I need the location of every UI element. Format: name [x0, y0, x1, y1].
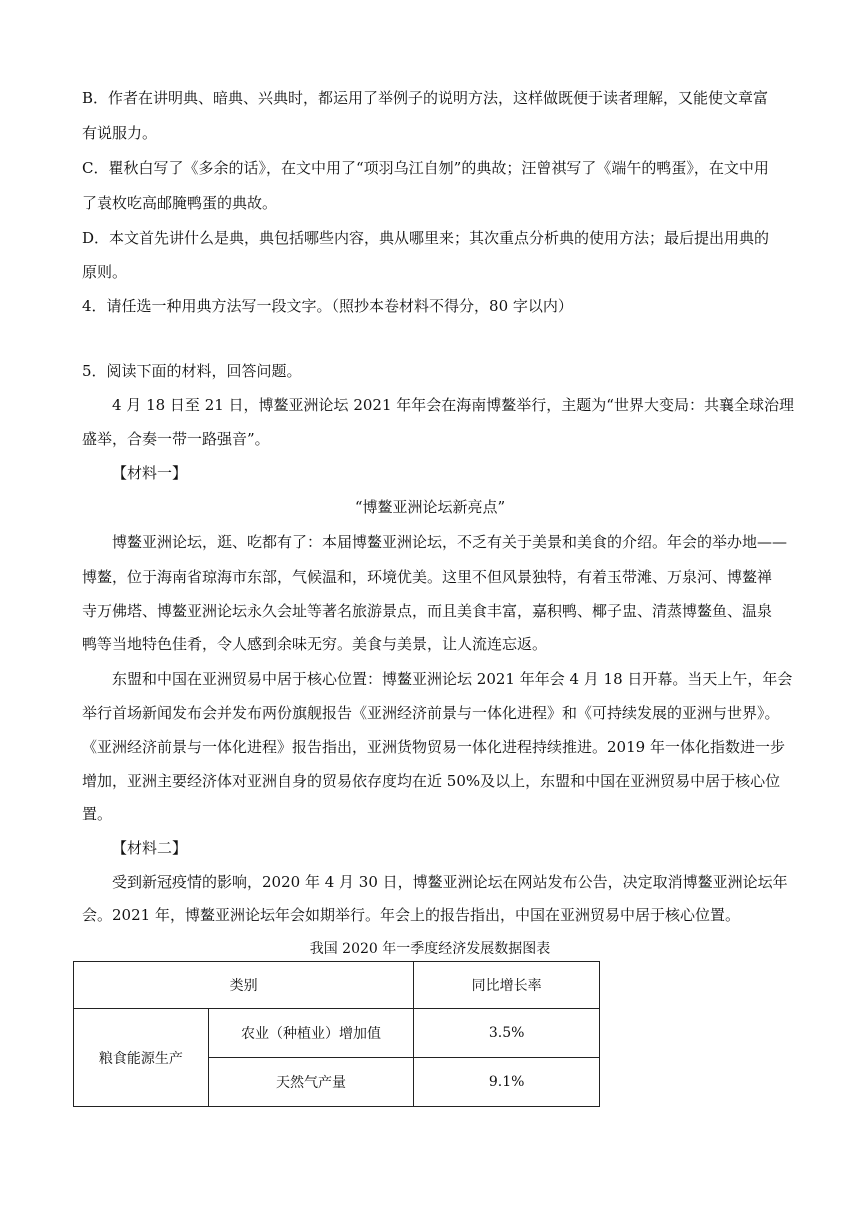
- group-label: 粮食能源生产: [74, 1009, 209, 1107]
- intro-line-2: 盛举，合奏一带一路强音”。: [82, 430, 270, 448]
- row-rate: 9.1%: [414, 1058, 600, 1107]
- header-rate: 同比增长率: [414, 962, 600, 1009]
- m1-p2-line-5: 置。: [82, 805, 113, 823]
- m1-p1-line-1: 博鳌亚洲论坛，逛、吃都有了：本届博鳌亚洲论坛，不乏有关于美景和美食的介绍。年会的举办地——: [112, 533, 788, 551]
- m1-p2-line-1: 东盟和中国在亚洲贸易中居于核心位置：博鳌亚洲论坛 2021 年年会 4 月 18 日开幕。当天上午，年会: [112, 670, 793, 688]
- table-header-row: [74, 962, 600, 1009]
- economic-data-table: [73, 961, 600, 1107]
- m1-p2-line-4: 增加，亚洲主要经济体对亚洲自身的贸易依存度均在近 50%及以上，东盟和中国在亚洲贸易中居于核心位: [82, 772, 781, 790]
- m1-p1-line-4: 鸭等当地特色佳肴，令人感到余味无穷。美食与美景，让人流连忘返。: [82, 635, 548, 653]
- question-4: 4．请任选一种用典方法写一段文字。（照抄本卷材料不得分，80 字以内）: [82, 297, 573, 315]
- option-c-line-2: 了袁枚吃高邮腌鸭蛋的典故。: [82, 194, 278, 212]
- m2-line-1: 受到新冠疫情的影响，2020 年 4 月 30 日，博鳌亚洲论坛在网站发布公告，决定取消博鳌亚洲论坛年: [112, 873, 788, 891]
- option-c-line-1: C．瞿秋白写了《多余的话》，在文中用了“项羽乌江自刎”的典故；汪曾祺写了《端午的鸭蛋》，在文中用: [82, 159, 769, 177]
- option-d-line-2: 原则。: [82, 263, 128, 281]
- m2-line-2: 会。2021 年，博鳌亚洲论坛年会如期举行。年会上的报告指出，中国在亚洲贸易中居于核心位置。: [82, 906, 740, 924]
- option-b-line-1: B．作者在讲明典、暗典、兴典时，都运用了举例子的说明方法，这样做既便于读者理解，又能使文章富: [82, 89, 769, 107]
- m1-p2-line-2: 举行首场新闻发布会并发布两份旗舰报告《亚洲经济前景与一体化进程》和《可持续发展的亚洲与世界》。: [82, 704, 780, 722]
- material-one-title: “博鳌亚洲论坛新亮点”: [354, 498, 506, 516]
- option-b-line-2: 有说服力。: [82, 124, 158, 142]
- material-one-label: 【材料一】: [112, 464, 188, 482]
- row-item: 农业（种植业）增加值: [208, 1009, 414, 1058]
- m1-p2-line-3: 《亚洲经济前景与一体化进程》报告指出，亚洲货物贸易一体化进程持续推进。2019 年一体化指数进一步: [82, 738, 785, 756]
- material-two-label: 【材料二】: [112, 839, 188, 857]
- intro-line-1: 4 月 18 日至 21 日，博鳌亚洲论坛 2021 年年会在海南博鳌举行，主题为“世界大变局：共襄全球治理: [112, 396, 794, 414]
- m1-p1-line-3: 寺万佛塔、博鳌亚洲论坛永久会址等著名旅游景点，而且美食丰富，嘉积鸭、椰子盅、清蒸博鳌鱼、温泉: [82, 602, 773, 620]
- table-title: 我国 2020 年一季度经济发展数据图表: [309, 941, 551, 957]
- question-5: 5．阅读下面的材料，回答问题。: [82, 362, 302, 380]
- table-row: [74, 1009, 600, 1058]
- m1-p1-line-2: 博鳌，位于海南省琼海市东部，气候温和，环境优美。这里不但风景独特，有着玉带滩、万泉河、博鳌禅: [82, 568, 773, 586]
- row-item: 天然气产量: [208, 1058, 414, 1107]
- row-rate: 3.5%: [414, 1009, 600, 1058]
- option-d-line-1: D．本文首先讲什么是典，典包括哪些内容，典从哪里来；其次重点分析典的使用方法；最后提出用典的: [82, 229, 770, 247]
- header-category: 类别: [74, 962, 414, 1009]
